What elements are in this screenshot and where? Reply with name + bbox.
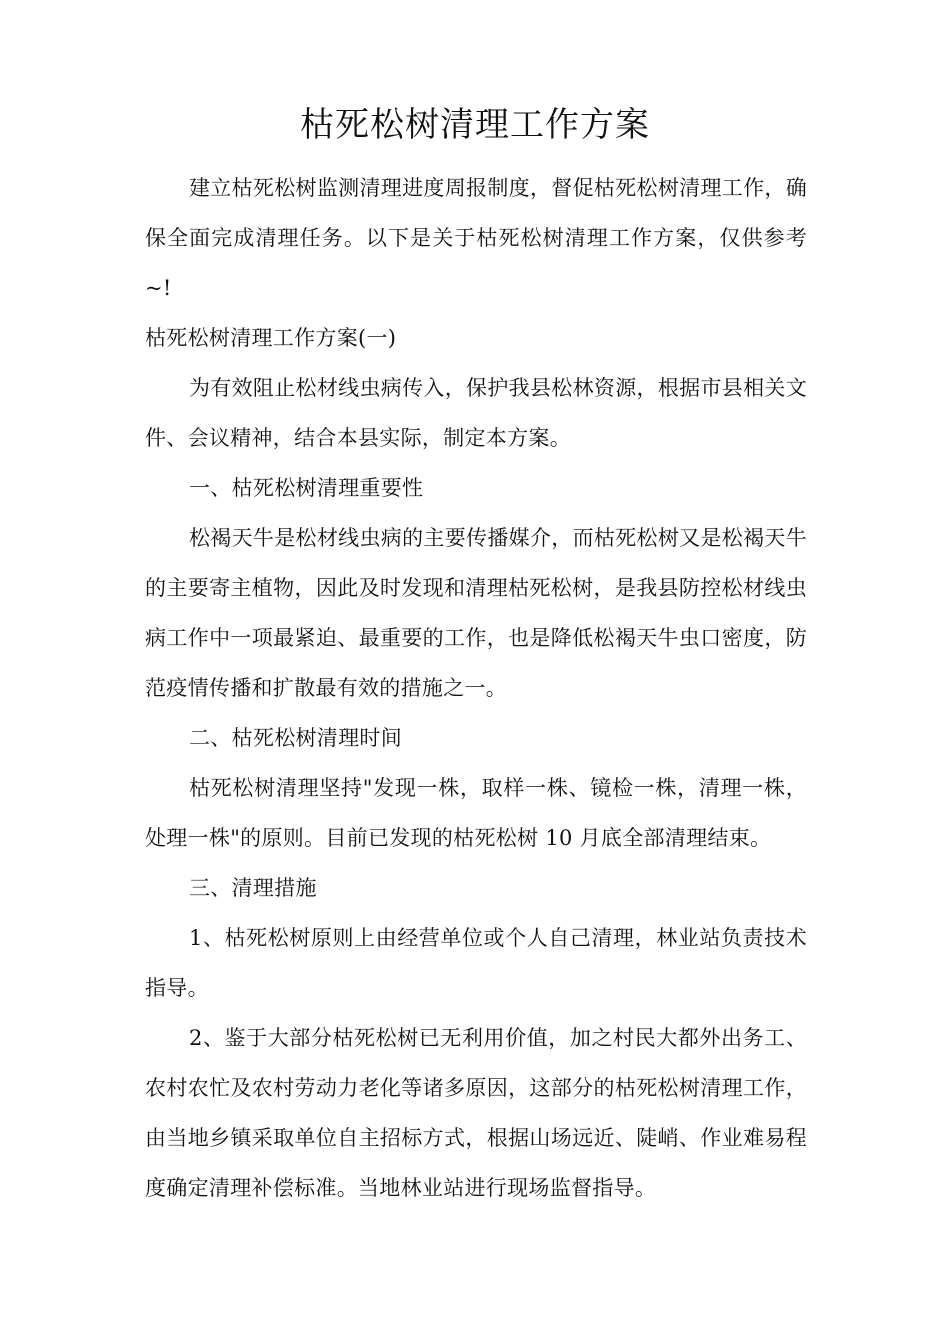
heading-importance: 一、枯死松树清理重要性	[189, 476, 424, 500]
section-heading-plan-one: 枯死松树清理工作方案(一)	[145, 326, 397, 350]
document-body	[145, 163, 807, 1213]
heading-time: 二、枯死松树清理时间	[189, 726, 402, 750]
time-paragraph: 枯死松树清理坚持"发现一株，取样一株、镜检一株，清理一株，处理一株"的原则。目前已发现的枯死松树 10 月底全部清理结束。	[145, 776, 807, 850]
document-title: 枯死松树清理工作方案	[300, 105, 650, 145]
heading-measures: 三、清理措施	[189, 876, 317, 900]
purpose-paragraph: 为有效阻止松材线虫病传入，保护我县松林资源，根据市县相关文件、会议精神，结合本县实际，制定本方案。	[145, 376, 807, 450]
measure-item-1: 1、枯死松树原则上由经营单位或个人自己清理，林业站负责技术指导。	[145, 926, 807, 1000]
measure-item-2: 2、鉴于大部分枯死松树已无利用价值，加之村民大都外出务工、农村农忙及农村劳动力老化等诸多原因，这部分的枯死松树清理工作，由当地乡镇采取单位自主招标方式，根据山场远近、陡峭、作业难易程度确定清理补偿标准。当地林业站进行现场监督指导。	[145, 1026, 807, 1200]
intro-paragraph: 建立枯死松树监测清理进度周报制度，督促枯死松树清理工作，确保全面完成清理任务。以下是关于枯死松树清理工作方案，仅供参考~!	[145, 176, 807, 300]
importance-paragraph: 松褐天牛是松材线虫病的主要传播媒介，而枯死松树又是松褐天牛的主要寄主植物，因此及时发现和清理枯死松树，是我县防控松材线虫病工作中一项最紧迫、最重要的工作，也是降低松褐天牛虫口密度，防范疫情传播和扩散最有效的措施之一。	[145, 526, 807, 700]
